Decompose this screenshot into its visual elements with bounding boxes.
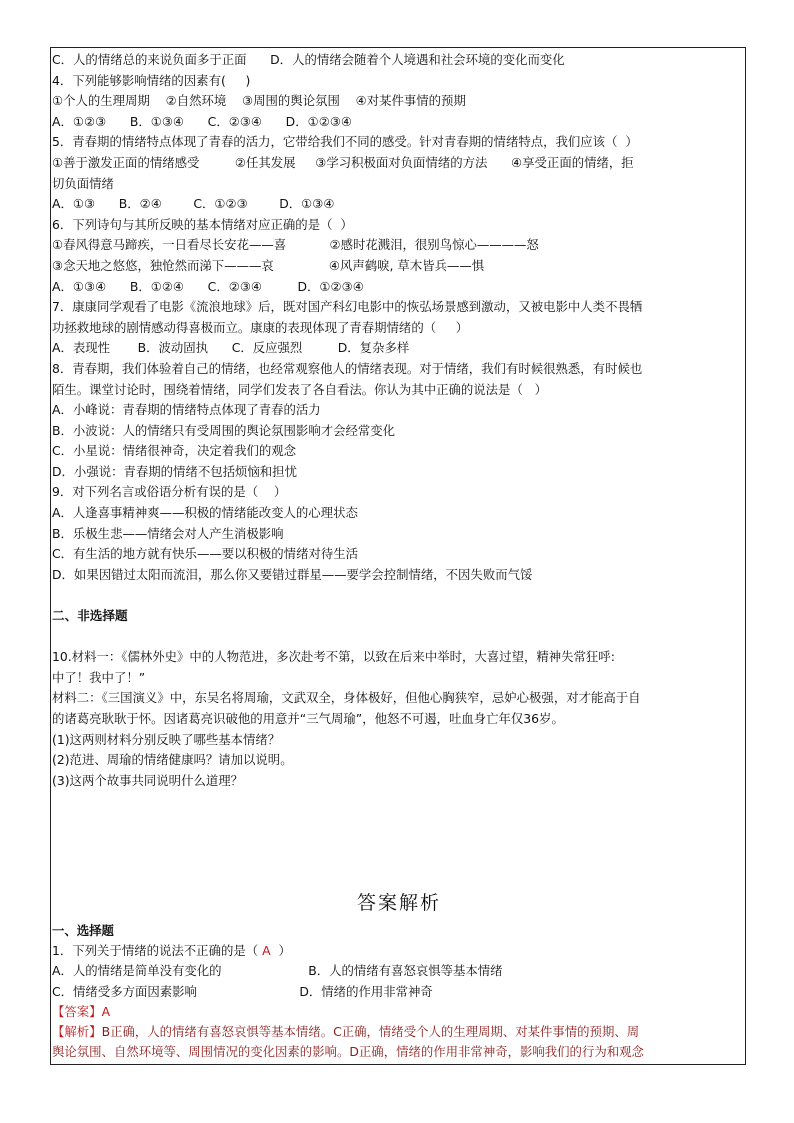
- q8-stem: 8．青春期，我们体验着自己的情绪，也经常观察他人的情绪表现。对于情绪，我们有时候很熟悉，有时候也: [52, 360, 643, 376]
- q9-option-a: A．人逢喜事精神爽——积极的情绪能改变人的心理状态: [52, 505, 358, 521]
- answer-q1-stem: [52, 941, 746, 961]
- section-heading-nonchoice: 二、非选择题: [52, 608, 128, 624]
- answers-section-heading: 一、选择题: [52, 923, 114, 938]
- q10-subquestion-1: (1)这两则材料分别反映了哪些基本情绪？: [52, 731, 281, 747]
- q4-stem: 4．下列能够影响情绪的因素有( ): [52, 72, 251, 88]
- q10-subquestion-2: (2)范进、周瑜的情绪健康吗？请加以说明。: [52, 752, 293, 768]
- answer-q1-options-ab: A．人的情绪是简单没有变化的 B．人的情绪有喜怒哀惧等基本情绪: [52, 963, 503, 979]
- q5-items: ①善于激发正面的情绪感受 ②任其发展 ③学习积极面对负面情绪的方法 ④享受正面的情绪，拒: [52, 154, 634, 170]
- q6-stem: 6．下列诗句与其所反映的基本情绪对应正确的是（ ）: [52, 216, 353, 232]
- q6-items-2: ③念天地之悠悠，独怆然而涕下———哀 ④风声鹤唳, 草木皆兵——惧: [52, 257, 485, 273]
- q7-stem: 7．康康同学观看了电影《流浪地球》后，既对国产科幻电影中的恢弘场景感到激动，又被电影中人类不畏牺: [52, 299, 643, 315]
- q8-option-b: B．小波说：人的情绪只有受周围的舆论氛围影响才会经常变化: [52, 422, 396, 438]
- q9-stem: 9．对下列名言或俗语分析有误的是（ ）: [52, 484, 287, 500]
- q8-stem-cont: 陌生。课堂讨论时，围绕着情绪，同学们发表了各自看法。你认为其中正确的说法是（ ）: [52, 381, 548, 397]
- q8-option-d: D．小强说：青春期的情绪不包括烦恼和担忧: [52, 463, 297, 479]
- q9-option-c: C．有生活的地方就有快乐——要以积极的情绪对待生活: [52, 546, 359, 562]
- q4-items: ①个人的生理周期 ②自然环境 ③周围的舆论氛围 ④对某件事情的预期: [52, 93, 466, 109]
- analysis-line-2: 舆论氛围、自然环境等、周围情况的变化因素的影响。D正确，情绪的作用非常神奇，影响我们的行为和观念: [52, 1044, 644, 1060]
- answer-value: A: [101, 1003, 111, 1019]
- q7-options: A．表现性 B．波动固执 C．反应强烈 D．复杂多样: [52, 340, 410, 356]
- analysis-text-1: B正确，人的情绪有喜怒哀惧等基本情绪。C正确，情绪受个人的生理周期、对某件事情的预期、周: [101, 1023, 640, 1039]
- answer-label: 【答案】: [52, 1003, 102, 1019]
- q7-stem-cont: 功拯救地球的剧情感动得喜极而立。康康的表现体现了青春期情绪的（ ）: [52, 319, 469, 335]
- answer-q1-stem-prefix: 1．下列关于情绪的说法不正确的是（: [52, 943, 263, 959]
- q10-material-1: 10.材料一：《儒林外史》中的人物范进，多次赴考不第，以致在后来中举时，大喜过望，精神失常狂呼:: [52, 649, 615, 665]
- q5-stem: 5．青春期的情绪特点体现了青春的活力，它带给我们不同的感受。针对青春期的情绪特点，我们应该（ ）: [52, 134, 638, 150]
- q5-options: A．①③ B．②④ C．①②③ D．①③④: [52, 196, 335, 212]
- q10-subquestion-3: (3)这两个故事共同说明什么道理？: [52, 772, 244, 788]
- q8-option-a: A．小峰说：青春期的情绪特点体现了青春的活力: [52, 402, 321, 418]
- document-frame: [50, 47, 746, 1065]
- q3-options-cd: C．人的情绪总的来说负面多于正面 D．人的情绪会随着个人境遇和社会环境的变化而变化: [52, 52, 565, 67]
- q5-items-cont: 切负面情绪: [52, 175, 114, 191]
- answer-q1-inline-answer: A: [262, 943, 271, 959]
- analysis-label: 【解析】: [52, 1023, 102, 1039]
- spacer: [52, 585, 746, 606]
- answers-title: 答案解析: [356, 892, 441, 914]
- q4-options: A．①②③ B．①③④ C．②③④ D．①②③④: [52, 113, 353, 129]
- answer-q1-stem-suffix: ）: [270, 943, 291, 959]
- q9-option-d: D．如果因错过太阳而流泪，那么你又要错过群星——要学会控制情绪，不因失败而气馁: [52, 566, 533, 582]
- q10-material-2: 材料二：《三国演义》中，东吴名将周瑜，文武双全，身体极好，但他心胸狭窄，忌妒心极强，对才能高于自: [52, 690, 641, 706]
- q8-option-c: C．小星说：情绪很神奇，决定着我们的观念: [52, 443, 297, 459]
- q10-material-1-cont: 中了！我中了！”: [52, 669, 146, 685]
- q9-option-b: B．乐极生悲——情绪会对人产生消极影响: [52, 525, 284, 541]
- spacer: [52, 627, 746, 648]
- answers-section: [52, 921, 746, 1062]
- q6-items-1: ①春风得意马蹄疾，一日看尽长安花——喜 ②感时花溅泪，很别鸟惊心————怒: [52, 237, 539, 253]
- q6-options: A．①③④ B．①②④ C．②③④ D．①②③④: [52, 278, 364, 294]
- question-list: [52, 50, 746, 791]
- q10-material-2-cont: 的诸葛亮耿耿于怀。因诸葛亮识破他的用意并“三气周瑜”，他怒不可遏，吐血身亡年仅36岁。: [52, 711, 564, 726]
- answer-line: [52, 1002, 746, 1022]
- answer-q1-options-cd: C．情绪受多方面因素影响 D．情绪的作用非常神奇: [52, 983, 433, 999]
- analysis-line-1: [52, 1022, 746, 1042]
